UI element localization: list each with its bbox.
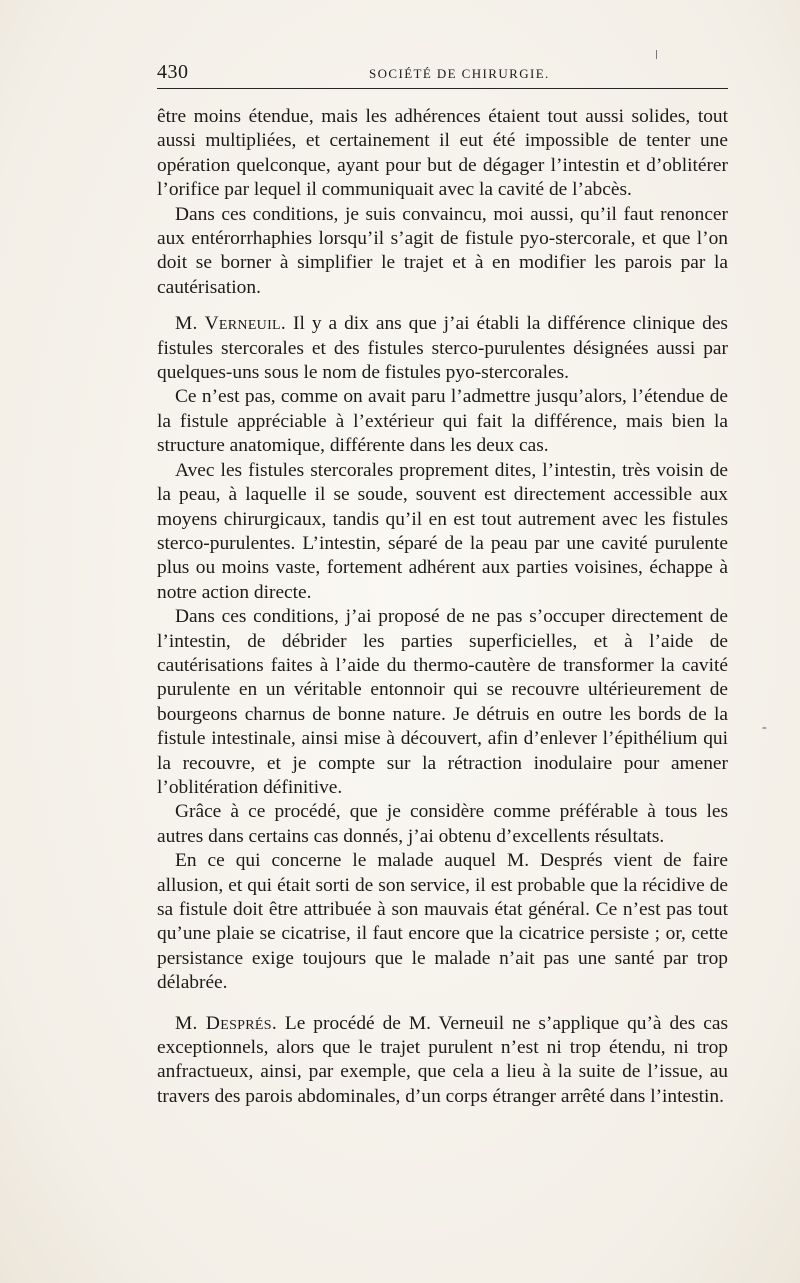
page-header — [157, 58, 728, 89]
paragraph: Grâce à ce procédé, que je considère comme préférable à tous les autres dans certains cas donnés, j’ai obtenu d’excellents résultats. — [157, 801, 728, 847]
paragraph: Dans ces conditions, j’ai proposé de ne pas s’occuper directement de l’intestin, de débrider les parties superficielles, et à l’aide de cautérisations faites à l’aide du thermo-cautère de transformer la cavité purulente en un véritable entonnoir qui se recouvre ultérieurement de bourgeons charnus de bonne nature. Je détruis en outre les bords de la fistule intestinale, ainsi mise à découvert, afin d’enlever l’épithélium qui la recouvre, et je compte sur la rétraction inodulaire pour amener l’oblitération définitive. — [157, 606, 728, 798]
paragraph: Avec les fistules stercorales proprement dites, l’intestin, très voisin de la peau, à laquelle il se soude, souvent est directement accessible aux moyens chirurgicaux, tandis qu’il en est tout autrement avec les fistules sterco-purulentes. L’intestin, séparé de la peau par une cavité purulente plus ou moins vaste, fortement adhérent aux parties voisines, échappe à notre action directe. — [157, 459, 728, 603]
page-number: 430 — [157, 61, 189, 83]
paragraph: En ce qui concerne le malade auquel M. Després vient de faire allusion, et qui était sorti de son service, il est probable que la récidive de sa fistule doit être attribuée à son mauvais état général. Ce n’est pas tout qu’une plaie se cicatrise, il faut encore que la cicatrice persiste ; or, cette persistance exige toujours que le malade n’ait pas une santé par trop délabrée. — [157, 850, 728, 994]
paragraph-verneuil — [157, 312, 728, 385]
speech-text: Il y a dix ans que j’ai établi la différence clinique des fistules stercorales et des fistules sterco-purulentes désignées aussi par quelques-uns sous le nom de fistules pyo-stercorales. — [157, 313, 728, 384]
paragraph: Ce n’est pas, comme on avait paru l’admettre jusqu’alors, l’étendue de la fistule appréciable à l’extérieur qui fait la différence, mais bien la structure anatomique, différente dans les deux cas. — [157, 386, 728, 457]
margin-dash: - — [762, 720, 767, 735]
speaker-verneuil: M. Verneuil. — [175, 313, 287, 335]
paragraph-continuation: être moins étendue, mais les adhérences étaient tout aussi solides, tout aussi multipliées, et certainement il eut été impossible de tenter une opération quelconque, ayant pour but de dégager l’intestin et d’oblitérer l’orifice par lequel il communiquait avec la cavité de l’abcès. — [157, 106, 728, 201]
speech-text: Le procédé de M. Verneuil ne s’applique qu’à des cas exceptionnels, alors que le trajet purulent n’est ni trop étendu, ni trop anfractueux, ainsi, par exemple, que cela a lieu à la suite de l’issue, au travers des parois abdominales, d’un corps étranger arrêté dans l’intestin. — [157, 1012, 729, 1107]
body-text — [157, 105, 728, 1109]
paragraph: Dans ces conditions, je suis convaincu, moi aussi, qu’il faut renoncer aux entérorrhaphies lorsqu’il s’agit de fistule pyo-stercorale, et que l’on doit se borner à simplifier le trajet et à en modifier les parois par la cautérisation. — [157, 203, 728, 298]
speaker-despres: M. Després. — [175, 1012, 277, 1034]
paragraph-despres — [157, 1012, 728, 1110]
running-head: SOCIÉTÉ DE CHIRURGIE. — [369, 66, 550, 81]
